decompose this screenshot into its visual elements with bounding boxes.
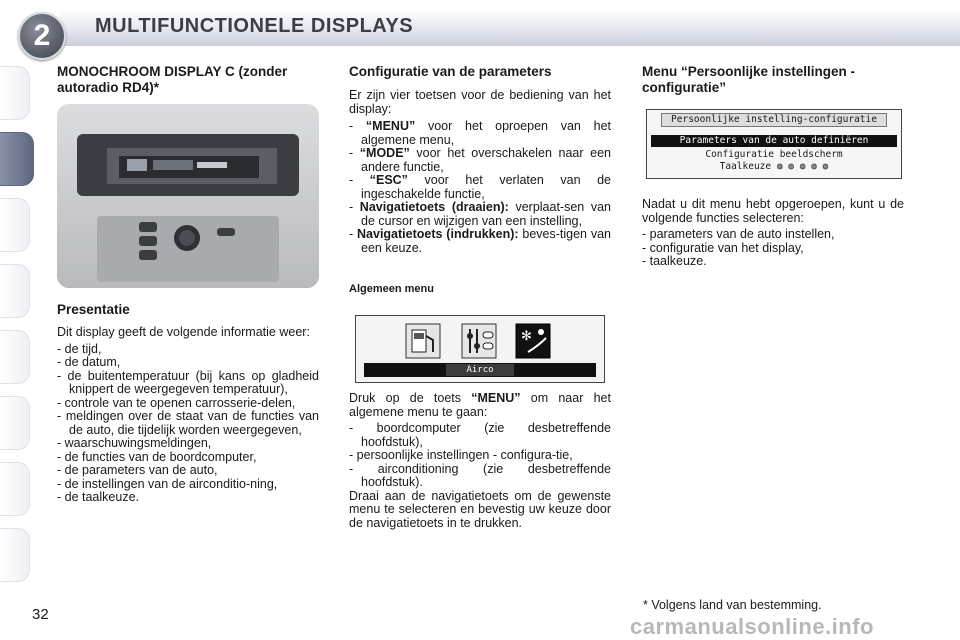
configuratie-intro: Er zijn vier toetsen voor de bediening van het display: [349, 88, 611, 116]
screen-row-language[interactable]: Taalkeuze ◍ ◍ ◍ ◍ ◍ [719, 161, 829, 172]
airco-label: Airco [466, 365, 494, 375]
list-item: - configuratie van het display, [642, 240, 804, 255]
side-tab-1[interactable] [0, 66, 30, 120]
list-item: - parameters van de auto instellen, [642, 227, 835, 241]
side-tabs [0, 66, 36, 594]
list-item: - de functies van de boordcomputer, [57, 449, 257, 464]
side-tab-2-active[interactable] [0, 132, 34, 186]
list-item: - waarschuwingsmeldingen, [57, 436, 212, 450]
list-item: - de tijd, [57, 341, 102, 356]
dashboard-illustration [57, 104, 319, 288]
side-tab-5[interactable] [0, 330, 30, 384]
navigatie-instructie: Draai aan de navigatietoets om de gewenste menu te selecteren en bevestig uw keuze door de navigatietoets in te drukken. [349, 488, 611, 530]
list-item: - “MODE” voor het overschakelen naar een andere functie, [349, 146, 611, 174]
screen-title: Persoonlijke instelling-configuratie [661, 113, 887, 127]
dashboard-photo [57, 104, 319, 288]
list-item: - “ESC” voor het verlaten van de ingeschakelde functie, [349, 173, 611, 201]
list-item: - persoonlijke instellingen - configura-tie, [349, 448, 573, 462]
side-tab-7[interactable] [0, 462, 30, 516]
section-title-display-c: MONOCHROOM DISPLAY C (zonder autoradio RD4)* [57, 64, 288, 95]
list-item: - Navigatietoets (draaien): verplaat-sen van de cursor en wijzigen van een instelling, [349, 200, 612, 228]
list-item: - taalkeuze. [642, 254, 707, 268]
svg-text:✻: ✻ [521, 329, 532, 344]
general-menu-screen [355, 315, 605, 383]
key-list [349, 120, 611, 255]
watermark: carmanualsonline.info [630, 614, 874, 639]
list-item: - Navigatietoets (indrukken): beves-tigen van een keuze. [349, 227, 611, 255]
section-title-configuratie: Configuratie van de parameters [349, 64, 552, 79]
column-configuratie [349, 64, 611, 530]
page-number: 32 [32, 606, 49, 623]
section-title-presentatie: Presentatie [57, 302, 130, 317]
presentatie-list [57, 343, 319, 505]
fuel-pump-icon [406, 324, 440, 358]
list-item: - de datum, [57, 355, 121, 369]
list-item: - controle van te openen carrosserie-delen, [57, 395, 296, 410]
section-title-persoonlijke: Menu “Persoonlijke instellingen - configuratie” [642, 64, 856, 95]
list-item: - boordcomputer (zie desbetreffende hoofdstuk), [349, 421, 611, 449]
list-item: - de instellingen van de airconditio-ning, [57, 476, 278, 491]
general-menu-list [349, 422, 611, 490]
algemeen-menu-heading: Algemeen menu [349, 283, 434, 295]
side-tab-3[interactable] [0, 198, 30, 252]
column-display-c [57, 64, 319, 505]
column-persoonlijke-instellingen [642, 64, 904, 269]
personal-settings-screen [646, 109, 902, 179]
druk-op-menu: Druk op de toets “MENU” om naar het algemene menu te gaan: [349, 391, 611, 419]
settings-sliders-icon [462, 324, 496, 358]
chapter-badge: 2 [18, 12, 66, 60]
side-tab-8[interactable] [0, 528, 30, 582]
screen-row-selected[interactable]: Parameters van de auto definiëren [651, 135, 897, 147]
airco-icon [516, 324, 550, 358]
list-item: - “MENU” voor het oproepen van het algemene menu, [349, 119, 612, 147]
list-item: - airconditioning (zie desbetreffende hoofdstuk). [349, 461, 611, 489]
persoonlijke-list [642, 228, 904, 269]
side-tab-4[interactable] [0, 264, 30, 318]
screen-row[interactable]: Configuratie beeldscherm [705, 149, 843, 160]
chapter-title: MULTIFUNCTIONELE DISPLAYS [95, 15, 414, 37]
presentatie-intro: Dit display geeft de volgende informatie weer: [57, 325, 310, 339]
list-item: - meldingen over de staat van de functies van de auto, die tijdelijk worden weergegeven, [57, 409, 319, 437]
list-item: - de parameters van de auto, [57, 463, 218, 477]
persoonlijke-intro: Nadat u dit menu hebt opgeroepen, kunt u de volgende functies selecteren: [642, 197, 904, 225]
side-tab-6[interactable] [0, 396, 30, 450]
list-item: - de buitentemperatuur (bij kans op gladheid knippert de weergegeven temperatuur), [57, 368, 319, 396]
list-item: - de taalkeuze. [57, 490, 139, 504]
flag-icons: ◍ ◍ ◍ ◍ ◍ [776, 161, 829, 172]
footnote: * Volgens land van bestemming. [643, 598, 822, 612]
page-header [0, 0, 960, 56]
